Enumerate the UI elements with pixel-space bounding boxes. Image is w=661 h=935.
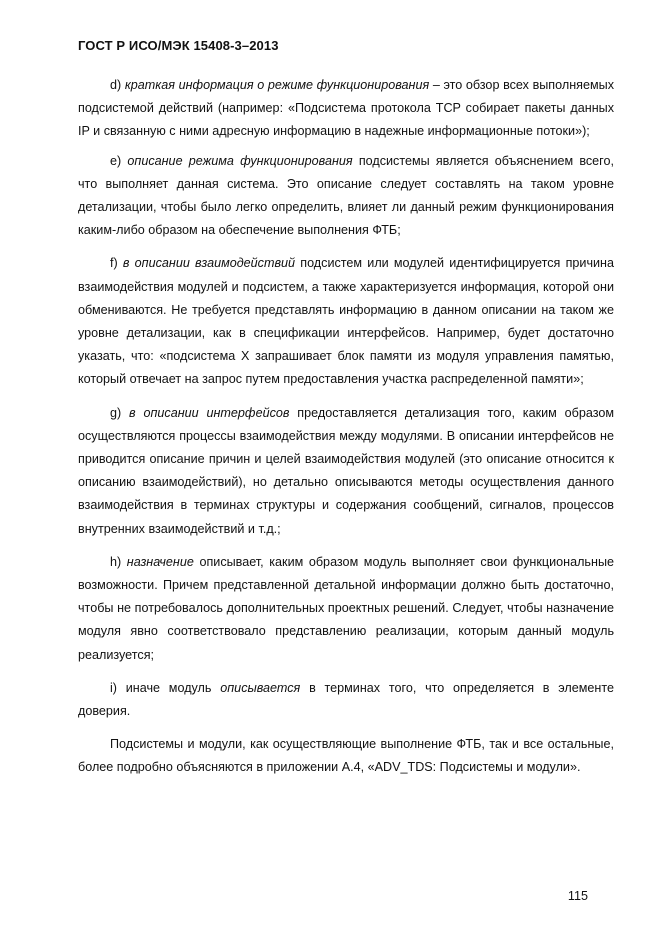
paragraph-term: назначение [126,554,194,569]
paragraph-term: краткая информация о режиме функционирования [124,78,430,92]
paragraph-prefix: g) [110,405,130,420]
paragraph-prefix: i) иначе модуль [110,680,221,695]
paragraph-f [78,252,614,391]
paragraph-text: предоставляется детализация того, каким образом осуществляются процессы взаимодействия между модулями. В описании интерфейсов не приводится описание причин и целей взаимодействия модулей (это описание относится к описанию взаимодействий), но детально описываются методы осуществления данного взаимодействия в терминах структуры и содержания сообщений, сигналов, процессов внутренних взаимодействий и т.д.; [78,405,615,536]
paragraph-h [78,551,614,667]
paragraph-d [78,74,614,144]
paragraph-term: в описании взаимодействий [122,256,296,271]
paragraph-text: в терминах того, что определяется в элементе доверия. [78,680,615,719]
paragraph-term: в описании интерфейсов [129,405,290,420]
paragraph-e [78,150,614,243]
paragraph-i [78,677,614,723]
paragraph-text: подсистем или модулей идентифицируется причина взаимодействия модулей и подсистем, а также характеризуется информация, которой они обмениваются. Не требуется представлять информацию в данном описании на таком же уровне детализации, как в спецификации интерфейсов. Например, будет достаточно указать, что: «подсистема X запрашивает блок памяти из модуля управления памятью, который отвечает на запрос путем предоставления участка распределенной памяти»; [78,256,614,387]
paragraph-term: описание режима функционирования [127,153,353,168]
paragraph-prefix: f) [110,256,123,271]
paragraph-text: – это обзор всех выполняемых подсистемой действий (например: «Подсистема протокола TCP собирает пакеты данных IP и связанную с ними адресную информацию в надежные информационные потоки»); [78,78,614,139]
paragraph-text: Подсистемы и модули, как осуществляющие выполнение ФТБ, так и все остальные, более подробно объясняются в приложении А.4, «ADV_TDS: Подсистемы и модули». [78,737,614,775]
paragraph-prefix: d) [110,78,125,92]
paragraph-summary [78,733,614,779]
paragraph-term: описывается [220,680,301,695]
paragraph-prefix: e) [110,153,128,168]
paragraph-prefix: h) [110,554,127,569]
paragraph-text: описывает, каким образом модуль выполняет свои функциональные возможности. Причем представленной детальной информации должно быть достаточно, чтобы не потребовалось дополнительных проектных решений. Следует, чтобы назначение модуля явно соответствовало представлению реализации, которым данный модуль реализуется; [78,554,614,662]
paragraph-text: подсистемы является объяснением всего, что выполняет данная система. Это описание следует составлять на таком уровне детализации, чтобы было легко определить, влияет ли данный режим функционирования каким-либо образом на обеспечение выполнения ФТБ; [78,153,614,238]
page-number: 115 [567,889,588,903]
document-header: ГОСТ Р ИСО/МЭК 15408-3–2013 [78,38,279,53]
paragraph-g [78,402,614,541]
document-body [78,74,614,786]
